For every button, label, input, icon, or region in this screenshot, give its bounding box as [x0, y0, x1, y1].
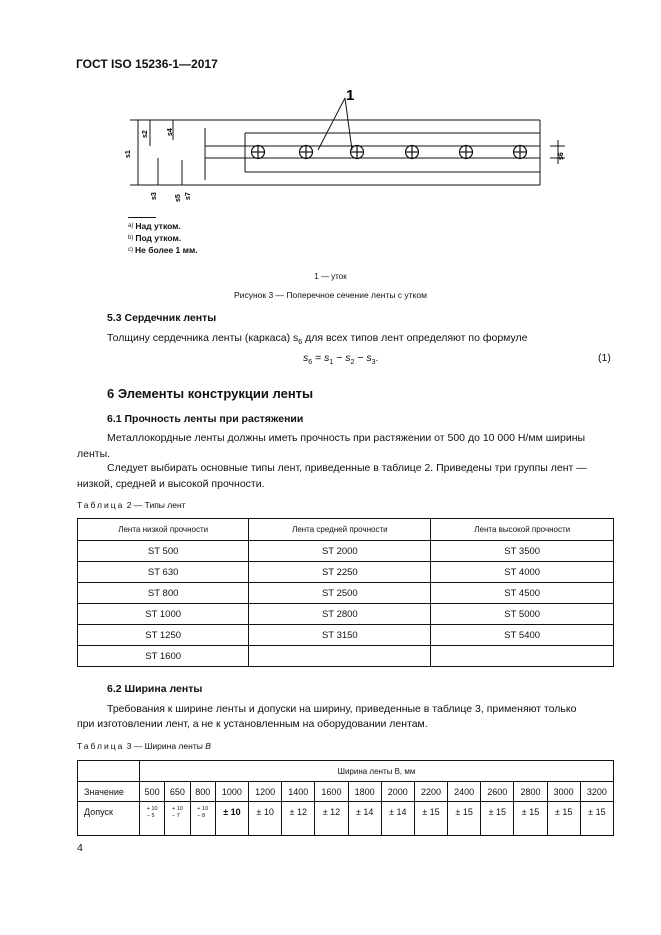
- table-header-row: [78, 519, 614, 541]
- table-2-caption: Таблица 2 — Типы лент: [77, 500, 186, 510]
- table-row: ST 1600: [78, 646, 614, 667]
- table-row: ST 1000 ST 2800 ST 5000: [78, 604, 614, 625]
- dim-label-s7: s7: [185, 192, 192, 200]
- document-header: ГОСТ ISO 15236-1—2017: [76, 57, 218, 71]
- dim-label-s6: s6: [558, 152, 565, 160]
- section-5-3-text: Толщину сердечника ленты (каркаса) $s_6$ для всех типов лент определяют по формуле: [107, 332, 528, 347]
- callout-leader: [318, 98, 345, 150]
- formula-1: $s_6 = s_1 - s_2 - s_3$.: [303, 352, 379, 367]
- dim-label-s2: s2: [142, 130, 149, 138]
- page-number: 4: [77, 842, 83, 854]
- dim-label-s5: s5: [175, 194, 182, 202]
- paragraph: ленты.: [77, 448, 111, 460]
- dim-label-s3: s3: [151, 192, 158, 200]
- footnote: $^{c)}$ Не более 1 мм.: [128, 245, 198, 255]
- paragraph: при изготовлении лент, а не к установленным на оборудовании лентам.: [77, 718, 428, 730]
- section-6-title: 6 Элементы конструкции ленты: [107, 386, 314, 401]
- table-header: Лента средней прочности: [249, 519, 431, 541]
- section-6-2-title: 6.2 Ширина ленты: [107, 683, 203, 695]
- footnote: $^{a)}$ Над утком.: [128, 221, 181, 231]
- figure-caption: Рисунок 3 — Поперечное сечение ленты с утком: [234, 290, 427, 300]
- table-3-belt-width: [77, 760, 614, 836]
- paragraph: Металлокордные ленты должны иметь прочность при растяжении от 500 до 10 000 Н/мм ширины: [107, 432, 586, 444]
- table-row: Допуск + 10 − 5 + 10 − 7 + 10 − 8 ± 10 ± 10 ± 12 ± 12 ± 14 ± 14 ± 15 ± 15 ± 15 ± 15 ± 15 ± 15: [78, 802, 614, 836]
- table-row: ST 500 ST 2000 ST 3500: [78, 541, 614, 562]
- paragraph: низкой, средней и высокой прочности.: [77, 478, 265, 490]
- table-header: Лента низкой прочности: [78, 519, 249, 541]
- table-2-belt-types: [77, 518, 614, 667]
- table-header: Лента высокой прочности: [431, 519, 614, 541]
- paragraph: Следует выбирать основные типы лент, приведенные в таблице 2. Приведены три группы лент —: [107, 462, 587, 474]
- table-row: ST 630 ST 2250 ST 4000: [78, 562, 614, 583]
- figure-footnotes: [128, 217, 198, 256]
- paragraph: Требования к ширине ленты и допуски на ширину, приведенные в таблице 3, применяют только: [107, 703, 577, 715]
- table-group-header: Ширина ленты B, мм: [140, 761, 614, 782]
- formula-number: (1): [598, 352, 611, 364]
- section-6-1-title: 6.1 Прочность ленты при растяжении: [107, 413, 304, 425]
- figure-legend: 1 — уток: [314, 272, 347, 281]
- table-row: ST 1250 ST 3150 ST 5400: [78, 625, 614, 646]
- dim-label-s4: s4: [167, 128, 174, 136]
- callout-number: 1: [346, 88, 355, 104]
- dim-label-s1: s1: [125, 150, 132, 158]
- table-row: Значение 500 650 800 1000 1200 1400 1600 1800 2000 2200 2400 2600 2800 3000 3200: [78, 782, 614, 802]
- table-3-caption: Таблица 3 — Ширина ленты B: [77, 741, 211, 751]
- footnote: $^{b)}$ Под утком.: [128, 233, 182, 243]
- section-5-3-title: 5.3 Сердечник ленты: [107, 312, 217, 324]
- table-row: ST 800 ST 2500 ST 4500: [78, 583, 614, 604]
